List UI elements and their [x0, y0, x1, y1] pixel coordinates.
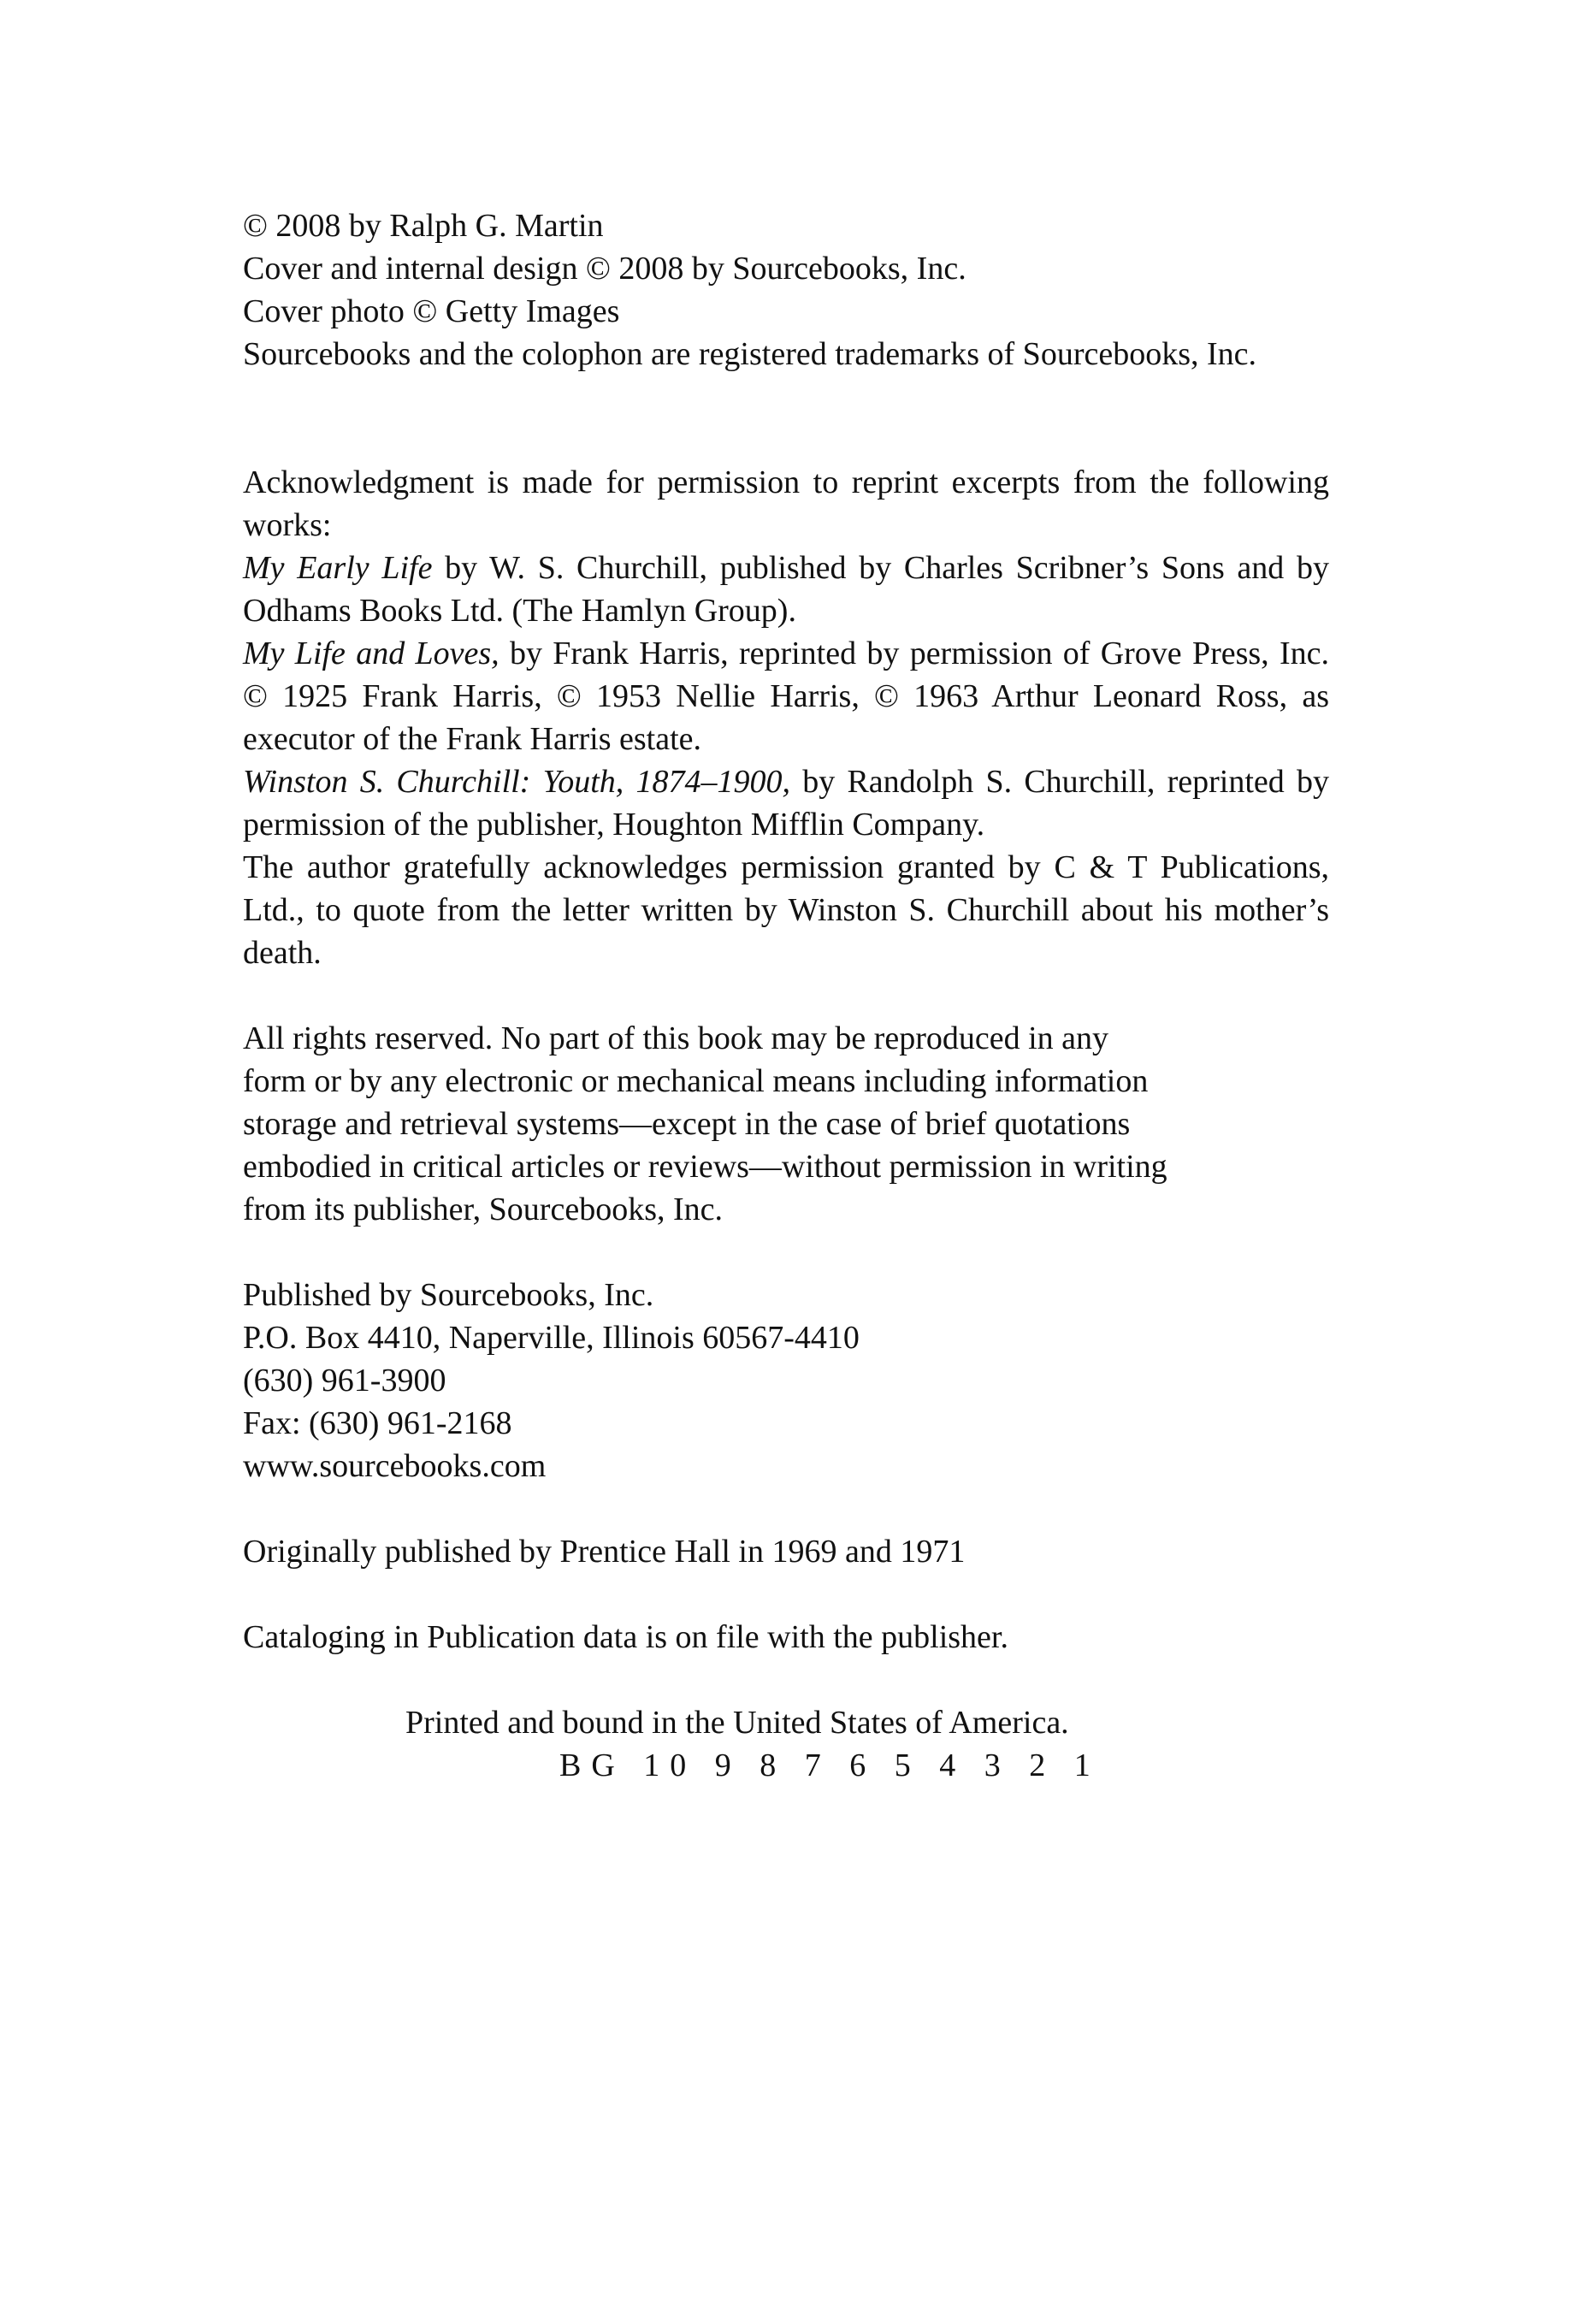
work-title: My Early Life [243, 550, 433, 586]
cover-photo-credit: Cover photo © Getty Images [243, 293, 620, 329]
rights-line: embodied in critical articles or reviews—without permission in writing [243, 1149, 1167, 1185]
work-credit: by Frank Harris, reprinted by permission of Grove Press, Inc. © 1925 Frank Harris, © 1953 Nellie Harris, © 1963 Arthur Leonard Ross, as executor of the Frank Harris estate. [243, 636, 1329, 757]
work-title: Winston S. Churchill: Youth, 1874–1900, [243, 764, 790, 800]
copyright-block [243, 204, 1329, 376]
print-run-line: BG 10 9 8 7 6 5 4 3 2 1 [559, 1747, 1101, 1783]
ack-work-item [243, 760, 1329, 846]
original-publication: Originally published by Prentice Hall in 1969 and 1971 [243, 1534, 966, 1570]
copyright-line: © 2008 by Ralph G. Martin [243, 208, 604, 244]
cataloging-block [243, 1616, 1329, 1659]
work-credit: by Randolph S. Churchill, reprinted by permission of the publisher, Houghton Mifflin Company. [243, 764, 1329, 843]
acknowledgments-intro: Acknowledgment is made for permission to reprint excerpts from the following works: [243, 464, 1329, 543]
published-by: Published by Sourcebooks, Inc. [243, 1277, 654, 1313]
design-copyright-line: Cover and internal design © 2008 by Sourcebooks, Inc. [243, 251, 966, 287]
publisher-block [243, 1274, 1329, 1487]
trademark-notice: Sourcebooks and the colophon are registered trademarks of Sourcebooks, Inc. [243, 336, 1257, 372]
publisher-fax: Fax: (630) 961-2168 [243, 1405, 512, 1441]
acknowledgments-closing: The author gratefully acknowledges permission granted by C & T Publications, Ltd., to quote from the letter written by Winston S. Churchill about his mother’s death. [243, 849, 1329, 971]
rights-line: from its publisher, Sourcebooks, Inc. [243, 1192, 724, 1227]
printing-block [243, 1701, 1329, 1787]
work-credit: by W. S. Churchill, published by Charles Scribner’s Sons and by Odhams Books Ltd. (The Hamlyn Group). [243, 550, 1329, 629]
printed-in: Printed and bound in the United States of America. [405, 1705, 1069, 1741]
ack-work-item [243, 547, 1329, 632]
rights-line: form or by any electronic or mechanical means including information [243, 1063, 1149, 1099]
original-publication-block [243, 1530, 1329, 1573]
publisher-phone: (630) 961-3900 [243, 1363, 446, 1399]
publisher-address: P.O. Box 4410, Naperville, Illinois 60567-4410 [243, 1320, 860, 1356]
ack-work-item [243, 632, 1329, 760]
rights-line: All rights reserved. No part of this book may be reproduced in any [243, 1020, 1109, 1056]
acknowledgments-block [243, 461, 1329, 974]
rights-reserved-block [243, 1017, 1329, 1231]
rights-line: storage and retrieval systems—except in the case of brief quotations [243, 1106, 1131, 1142]
work-title: My Life and Loves, [243, 636, 499, 671]
cataloging-notice: Cataloging in Publication data is on file with the publisher. [243, 1619, 1008, 1655]
publisher-website: www.sourcebooks.com [243, 1448, 547, 1484]
